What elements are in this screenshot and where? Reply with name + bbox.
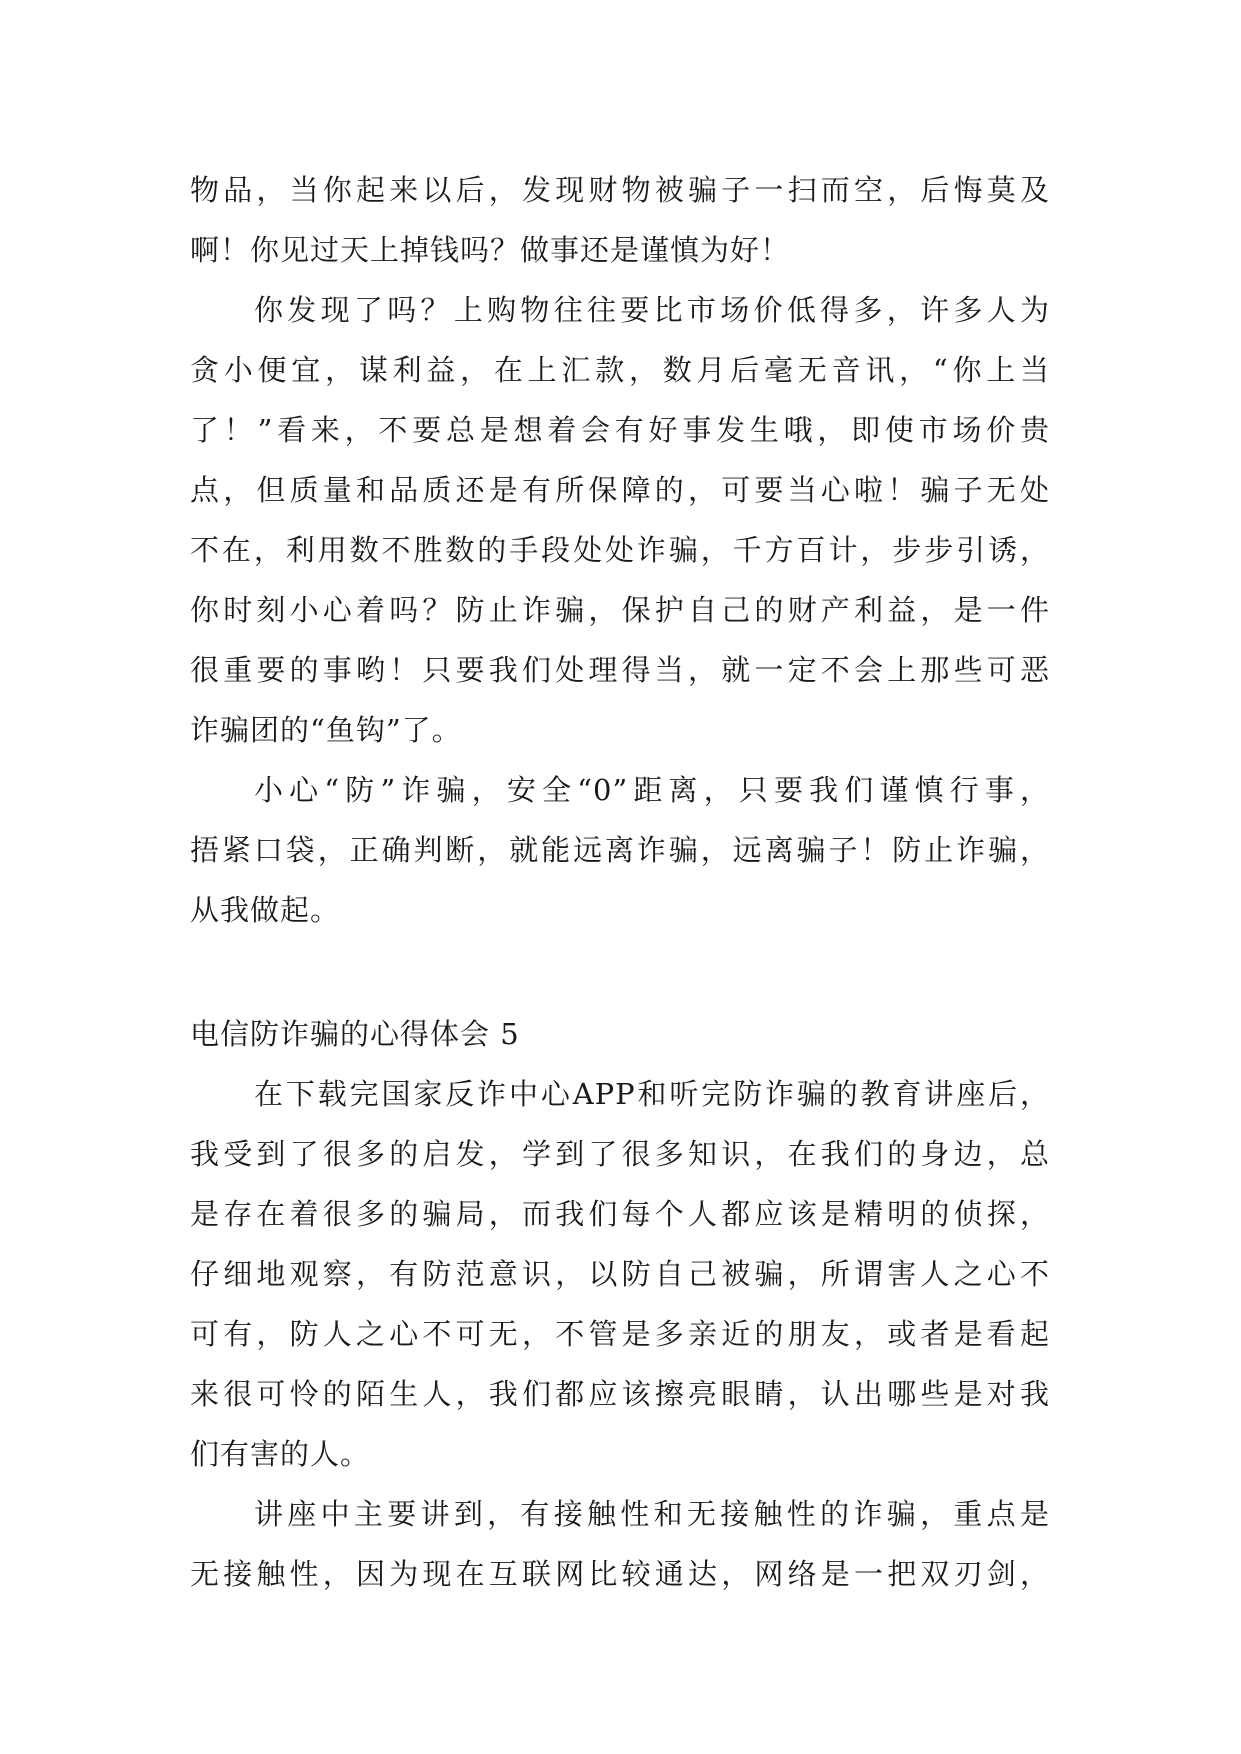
text-line: 你发现了吗？上购物往往要比市场价低得多，许多人为 [254,293,1050,327]
text-line: 可有，防人之心不可无，不管是多亲近的朋友，或者是看起 [190,1317,1050,1351]
text-line: 小心“防”诈骗，安全“0”距离，只要我们谨慎行事， [254,773,1050,807]
paragraph-1 [190,160,1050,280]
text-line: 仔细地观察，有防范意识，以防自己被骗，所谓害人之心不 [190,1257,1050,1291]
section-heading: 电信防诈骗的心得体会 5 [190,1017,520,1051]
paragraph-2 [190,280,1050,760]
paragraph-5 [190,1484,1050,1604]
text-line: 物品，当你起来以后，发现财物被骗子一扫而空，后悔莫及 [190,173,1050,207]
paragraph-3 [190,760,1050,940]
text-line: 了！”看来，不要总是想着会有好事发生哦，即使市场价贵 [190,413,1050,447]
text-line: 贪小便宜，谋利益，在上汇款，数月后毫无音讯，“你上当 [190,353,1050,387]
text-line: 在下载完国家反诈中心APP和听完防诈骗的教育讲座后， [254,1077,1050,1111]
text-line: 是存在着很多的骗局，而我们每个人都应该是精明的侦探， [190,1197,1050,1231]
text-line: 讲座中主要讲到，有接触性和无接触性的诈骗，重点是 [254,1497,1050,1531]
paragraph-4 [190,1064,1050,1484]
text-line: 我受到了很多的启发，学到了很多知识，在我们的身边，总 [190,1137,1050,1171]
document-body [190,160,1050,1604]
section-gap [190,940,1050,1004]
text-line: 来很可怜的陌生人，我们都应该擦亮眼睛，认出哪些是对我 [190,1377,1050,1411]
text-line: 点，但质量和品质还是有所保障的，可要当心啦！骗子无处 [190,473,1050,507]
text-line: 不在，利用数不胜数的手段处处诈骗，千方百计，步步引诱， [190,533,1050,567]
text-line: 很重要的事哟！只要我们处理得当，就一定不会上那些可恶 [190,653,1050,687]
text-line: 无接触性，因为现在互联网比较通达，网络是一把双刃剑， [190,1557,1050,1591]
text-line: 捂紧口袋，正确判断，就能远离诈骗，远离骗子！防止诈骗， [190,833,1050,867]
text-line: 诈骗团的“鱼钩”了。 [190,713,462,747]
text-line: 们有害的人。 [190,1437,371,1471]
text-line: 你时刻小心着吗？防止诈骗，保护自己的财产利益，是一件 [190,593,1050,627]
text-line: 从我做起。 [190,893,341,927]
text-line: 啊！你见过天上掉钱吗？做事还是谨慎为好！ [190,233,791,267]
